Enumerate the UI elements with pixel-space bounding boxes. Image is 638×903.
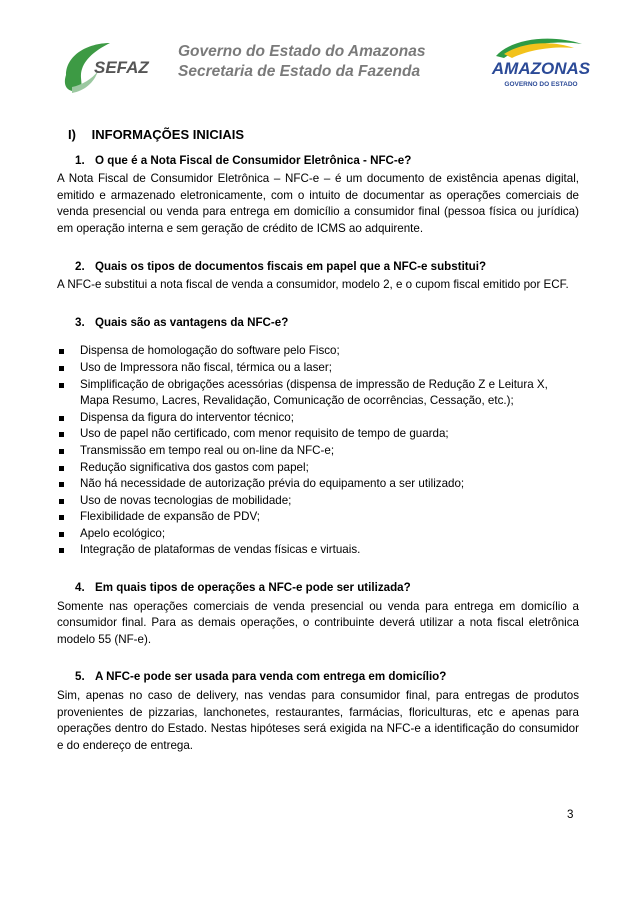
- list-item: Integração de plataformas de vendas físicas e virtuais.: [57, 542, 579, 559]
- bullet-square-icon: [59, 466, 64, 471]
- page-header: [0, 0, 638, 110]
- bullet-square-icon: [59, 383, 64, 388]
- bullet-square-icon: [59, 499, 64, 504]
- answer-4: Somente nas operações comerciais de venda presencial ou venda para entrega em domicílio a consumidor final. Para as demais operações, o contribuinte deverá utilizar a nota fiscal eletrônica modelo 55 (NF-e).: [57, 599, 579, 646]
- bullet-square-icon: [59, 515, 64, 520]
- svg-text:GOVERNO DO ESTADO: GOVERNO DO ESTADO: [504, 81, 578, 88]
- svg-text:AMAZONAS: AMAZONAS: [491, 59, 591, 78]
- page-number: 3: [567, 808, 574, 821]
- question-4: 4. Em quais tipos de operações a NFC-e pode ser utilizada?: [75, 581, 411, 595]
- question-1: 1. O que é a Nota Fiscal de Consumidor Eletrônica - NFC-e?: [75, 153, 412, 167]
- list-item: Dispensa da figura do interventor técnico;: [57, 410, 579, 427]
- amazonas-logo: [482, 30, 600, 92]
- list-item: Uso de novas tecnologias de mobilidade;: [57, 493, 579, 510]
- bullet-square-icon: [59, 548, 64, 553]
- bullet-square-icon: [59, 532, 64, 537]
- question-3: 3. Quais são as vantagens da NFC-e?: [75, 315, 289, 329]
- answer-1: A Nota Fiscal de Consumidor Eletrônica – NFC-e – é um documento de existência apenas digital, emitido e armazenado eletronicamente, com o intuito de documentar as operações comerciais de venda presencial ou venda para entrega em domicílio a consumidor final (pessoa física ou jurídica) em operação interna e sem geração de crédito de ICMS ao adquirente.: [57, 172, 579, 235]
- list-item: Dispensa de homologação do software pelo Fisco;: [57, 343, 579, 360]
- section-heading: [68, 127, 579, 144]
- list-item: Flexibilidade de expansão de PDV;: [57, 509, 579, 526]
- header-title-line1: Governo do Estado do Amazonas: [178, 43, 426, 60]
- document-body: [57, 117, 579, 754]
- section-title: INFORMAÇÕES INICIAIS: [91, 127, 245, 142]
- bullet-square-icon: [59, 449, 64, 454]
- header-title: [178, 42, 478, 82]
- list-item: Redução significativa dos gastos com papel;: [57, 460, 579, 477]
- list-item: Uso de papel não certificado, com menor requisito de tempo de guarda;: [57, 426, 579, 443]
- bullet-square-icon: [59, 432, 64, 437]
- question-2: 2. Quais os tipos de documentos fiscais em papel que a NFC-e substitui?: [75, 259, 487, 273]
- advantages-list: [57, 343, 579, 559]
- bullet-square-icon: [59, 416, 64, 421]
- bullet-square-icon: [59, 366, 64, 371]
- sefaz-logo: [58, 35, 158, 95]
- question-5: 5. A NFC-e pode ser usada para venda com entrega em domicílio?: [75, 670, 447, 684]
- bullet-square-icon: [59, 482, 64, 487]
- list-item: Uso de Impressora não fiscal, térmica ou a laser;: [57, 360, 579, 377]
- answer-2: A NFC-e substitui a nota fiscal de venda a consumidor, modelo 2, e o cupom fiscal emitido por ECF.: [57, 278, 569, 292]
- list-item: Apelo ecológico;: [57, 526, 579, 543]
- answer-5: Sim, apenas no caso de delivery, nas vendas para consumidor final, para entregas de produtos provenientes de pizzarias, lanchonetes, restaurantes, farmácias, floriculturas, etc e apenas para operações dentro do Estado. Nestas hipóteses será exigida na NFC-e a identificação do consumidor e do endereço de entrega.: [57, 689, 579, 752]
- section-number: I): [68, 127, 76, 142]
- header-title-line2: Secretaria de Estado da Fazenda: [178, 63, 421, 80]
- list-item: Transmissão em tempo real ou on-line da NFC-e;: [57, 443, 579, 460]
- list-item: Simplificação de obrigações acessórias (dispensa de impressão de Redução Z e Leitura X, Mapa Resumo, Lacres, Revalidação, Comunicação de ocorrências, Cessação, etc.);: [57, 377, 579, 410]
- list-item: Não há necessidade de autorização prévia do equipamento a ser utilizado;: [57, 476, 579, 493]
- bullet-square-icon: [59, 349, 64, 354]
- svg-text:SEFAZ: SEFAZ: [94, 58, 149, 77]
